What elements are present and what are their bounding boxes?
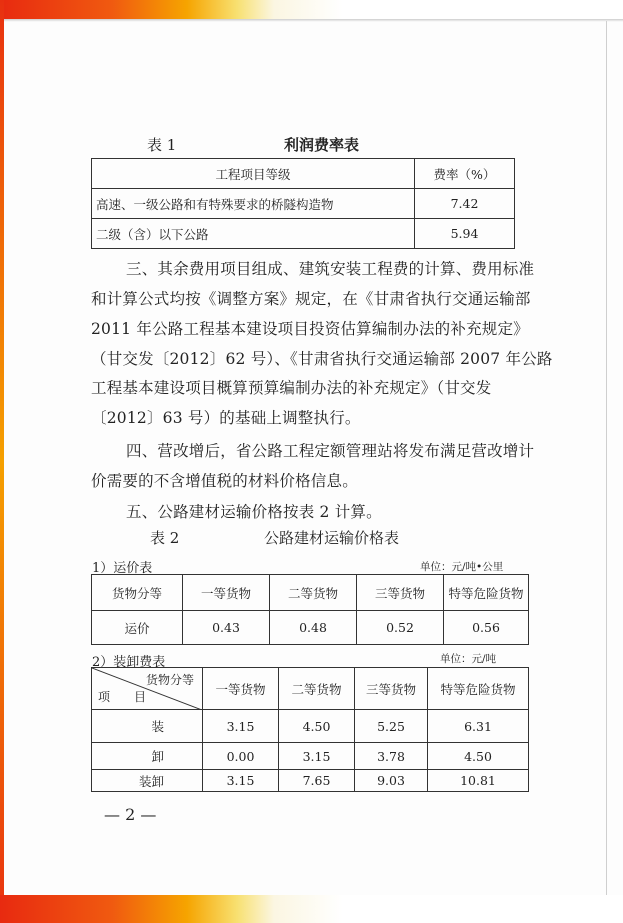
table-row: [92, 219, 515, 249]
table-row: [92, 710, 529, 743]
p3-line-6: 〔2012〕63 号）的基础上调整执行。: [91, 409, 361, 427]
left-edge: [0, 0, 4, 923]
table1-header-item: 工程项目等级: [92, 159, 415, 189]
freight-cell: 0.48: [270, 611, 357, 645]
table2-freight: [91, 574, 529, 645]
top-color-band: [0, 0, 623, 21]
table2-label: 表 2: [150, 529, 180, 547]
handling-corner-cell: [92, 668, 203, 710]
p4-line-2: 价需要的不含增值税的材料价格信息。: [91, 472, 358, 490]
handling-cell: 6.31: [428, 710, 529, 743]
handling-cell: 装卸: [92, 770, 203, 792]
corner-bottom-label: 项 目: [98, 690, 147, 704]
freight-header-cell: 二等货物: [270, 575, 357, 611]
table-row: [92, 189, 515, 219]
table2-sub1-unit: 单位：元/吨•公里: [420, 561, 504, 573]
table2-sub2-unit: 单位：元/吨: [440, 653, 497, 665]
handling-header-cell: 特等危险货物: [428, 668, 529, 710]
corner-top-label: 货物分等: [145, 673, 194, 687]
table1-title: 利润费率表: [284, 136, 360, 154]
p3-line-5: 工程基本建设项目概算预算编制办法的补充规定》（甘交发: [91, 379, 492, 397]
handling-cell: 10.81: [428, 770, 529, 792]
p5-line: 五、公路建材运输价格按表 2 计算。: [126, 503, 382, 521]
right-edge-line: [606, 21, 607, 896]
handling-cell: 装: [92, 710, 203, 743]
table-row: [92, 611, 529, 645]
freight-header-cell: 特等危险货物: [444, 575, 529, 611]
p4-line-1: 四、营改增后，省公路工程定额管理站将发布满足营改增计: [126, 442, 535, 460]
freight-cell: 运价: [92, 611, 183, 645]
freight-header-cell: 一等货物: [183, 575, 270, 611]
bottom-color-band: [0, 895, 623, 923]
p3-line-3: 2011 年公路工程基本建设项目投资估算编制办法的补充规定》: [91, 320, 529, 338]
handling-cell: 3.15: [203, 710, 279, 743]
table1-header-rate: 费率（%）: [415, 159, 515, 189]
table1-cell: 7.42: [415, 189, 515, 219]
page-number: — 2 —: [104, 805, 157, 824]
freight-cell: 0.56: [444, 611, 529, 645]
freight-header-cell: 货物分等: [92, 575, 183, 611]
top-shadow: [0, 19, 623, 22]
handling-cell: 3.15: [203, 770, 279, 792]
p3-line-1: 三、其余费用项目组成、建筑安装工程费的计算、费用标准: [126, 260, 535, 278]
handling-cell: 3.78: [355, 743, 428, 770]
handling-cell: 9.03: [355, 770, 428, 792]
freight-cell: 0.43: [183, 611, 270, 645]
table1-cell: 5.94: [415, 219, 515, 249]
p3-line-2: 和计算公式均按《调整方案》规定，在《甘肃省执行交通运输部: [91, 290, 531, 308]
handling-cell: 4.50: [279, 710, 355, 743]
table1-cell: 高速、一级公路和有特殊要求的桥隧构造物: [92, 189, 415, 219]
table1-label: 表 1: [147, 136, 177, 154]
handling-header-cell: 二等货物: [279, 668, 355, 710]
handling-cell: 0.00: [203, 743, 279, 770]
table2-sub2-caption: 2）装卸费表: [92, 655, 166, 670]
handling-cell: 5.25: [355, 710, 428, 743]
table1: [91, 158, 515, 249]
table2-sub1-caption: 1）运价表: [92, 561, 153, 576]
handling-cell: 3.15: [279, 743, 355, 770]
handling-cell: 7.65: [279, 770, 355, 792]
handling-cell: 4.50: [428, 743, 529, 770]
p3-line-4: （甘交发〔2012〕62 号）、《甘肃省执行交通运输部 2007 年公路: [91, 350, 553, 368]
table-row: [92, 743, 529, 770]
handling-header-cell: 三等货物: [355, 668, 428, 710]
handling-header-cell: 一等货物: [203, 668, 279, 710]
table-row: [92, 770, 529, 792]
table1-cell: 二级（含）以下公路: [92, 219, 415, 249]
table2-handling: [91, 667, 529, 792]
freight-header-cell: 三等货物: [357, 575, 444, 611]
freight-cell: 0.52: [357, 611, 444, 645]
handling-cell: 卸: [92, 743, 203, 770]
table2-title: 公路建材运输价格表: [264, 529, 400, 547]
